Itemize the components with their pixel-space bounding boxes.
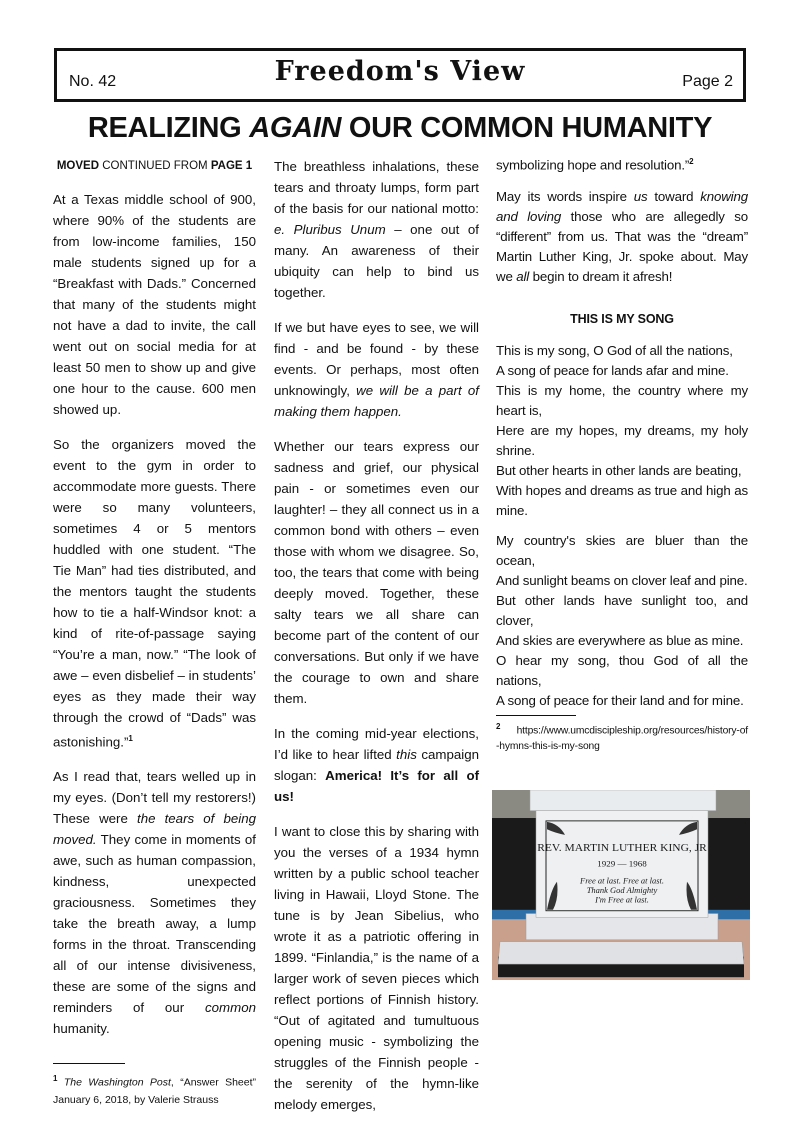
paragraph-emphasis: e. Pluribus Unum bbox=[274, 222, 386, 237]
tomb-illustration bbox=[492, 790, 750, 980]
paragraph: At a Texas middle school of 900, where 90% of the students are from low-income families, 150 male students signed up for a “Breakfast with Dads.” Concerned that many of the students might not have a dad to invite, the call went out on social media for at least 50 men to show up and give one hour to the cause. 600 men showed up. bbox=[53, 192, 256, 417]
tomb-lid bbox=[530, 790, 716, 811]
verse-line: My country's skies are bluer than the ocean, bbox=[496, 533, 748, 569]
inscription-quote-line: Thank God Almighty bbox=[586, 886, 658, 895]
verse-1 bbox=[496, 341, 748, 521]
continued-from-kicker bbox=[53, 156, 256, 177]
paragraph-text: They come in moments of awe, such as human compassion, kindness, unexpected graciousness. Sometimes they take the breath away, a lump forms in the throat. Transcending all of our intense divisiveness, these are some of the signs and reminders of our bbox=[53, 832, 256, 1016]
paragraph bbox=[274, 317, 479, 422]
footnote-divider bbox=[496, 715, 576, 716]
paragraph-emphasis: knowing and loving bbox=[496, 189, 748, 225]
paragraph: Whether our tears express our sadness and grief, our physical pain - or sometimes even our laughter! – they all connect us in a common bond with others – even those with whom we disagree. So, too, the tears that come with being deeply moved. Together, these salty tears we all share can become part of the content of our conversations. But only if we have the courage to own and share them. bbox=[274, 439, 479, 706]
column-3 bbox=[496, 152, 748, 754]
verse-line: A song of peace for their land and for mine. bbox=[496, 693, 744, 709]
paragraph-text: begin to dream it afresh! bbox=[529, 269, 673, 285]
verse-2 bbox=[496, 531, 748, 711]
newsletter-title: Freedom's View bbox=[274, 56, 526, 87]
verse-line: And sunlight beams on clover leaf and pine. bbox=[496, 573, 748, 589]
verse-line: Here are my hopes, my dreams, my holy shrine. bbox=[496, 423, 748, 459]
paragraph-text: toward bbox=[647, 189, 701, 205]
headline-part: REALIZING bbox=[87, 112, 250, 144]
issue-number: No. 42 bbox=[69, 73, 117, 90]
paragraph bbox=[496, 152, 748, 175]
paragraph-emphasis: common bbox=[205, 1000, 256, 1016]
footnote-url: https://www.umcdiscipleship.org/resources/history-of-hymns-this-is-my-song bbox=[496, 725, 748, 752]
page-number: Page 2 bbox=[682, 73, 733, 90]
footnote-1 bbox=[53, 1070, 256, 1109]
paragraph-text: – one out of many. An awareness of their ubiquity can help to bind us together. bbox=[274, 222, 479, 300]
column-1 bbox=[53, 156, 256, 1109]
verse-line: But other hearts in other lands are beating, bbox=[496, 463, 742, 479]
paragraph-text: As I read that, tears welled up in my eyes. (Don’t tell my restorers!) These were bbox=[53, 769, 256, 827]
headline-emphasis: AGAIN bbox=[249, 112, 342, 144]
footnote-number: 2 bbox=[496, 722, 501, 732]
verse-line: This is my song, O God of all the nations, bbox=[496, 343, 733, 359]
footnote-ref: 1 bbox=[128, 734, 133, 743]
paragraph-text: So the organizers moved the event to the gym in order to accommodate more guests. There were so many volunteers, sometimes 4 or 5 mentors huddled with one student. “The Tie Man” had ties distributed, and the mentors taught the students how to tie a half-Windsor knot: a kind of rite-of-passage saying “You’re a man, now.” “The look of awe – even disbelief – in students’ eyes as they made their way through the crowd of “Dads” was astonishing.” bbox=[53, 437, 256, 750]
paragraph-text: campaign slogan: bbox=[274, 747, 479, 783]
article-headline bbox=[0, 112, 800, 145]
footnote-divider bbox=[53, 1063, 125, 1064]
paragraph-text: If we but have eyes to see, we will find - and be found - by these events. Or perhaps, most often unknowingly, bbox=[274, 320, 479, 398]
paragraph-text: those who are allegedly so “different” from us. That was the “dream” Martin Luther King, Jr. spoke about. May we bbox=[496, 209, 749, 285]
paragraph-text: The breathless inhalations, these tears and throaty lumps, form part of the basis for our national motto: bbox=[274, 159, 479, 216]
paragraph bbox=[274, 156, 479, 303]
paragraph bbox=[274, 723, 479, 807]
paragraph: I want to close this by sharing with you the verses of a 1934 hymn written by a public school teacher living in Hawaii, Lloyd Stone. The tune is by Jean Sibelius, who wrote it as a patriotic offering in 1899. “Finlandia,” is the name of a larger work of seven pieces which reflect portions of Finnish history. “Out of agitated and tumultuous opening music - symbolizing the struggles of the Finnish people - the serenity of the hymn-like melody emerges, bbox=[274, 824, 479, 1112]
paragraph-emphasis: all bbox=[516, 269, 530, 285]
footnote-2 bbox=[496, 719, 748, 753]
paragraph-text: May its words inspire bbox=[496, 189, 634, 205]
paragraph-text: In the coming mid-year elections, I’d like to hear lifted bbox=[274, 726, 479, 762]
kicker-moved: MOVED bbox=[56, 160, 100, 172]
paragraph-emphasis: we will be a part of making them happen. bbox=[274, 383, 479, 419]
verse-line: A song of peace for lands afar and mine. bbox=[496, 363, 729, 379]
paragraph-emphasis: the tears of being moved. bbox=[53, 811, 256, 848]
verse-line: But other lands have sunlight too, and clover, bbox=[496, 593, 748, 629]
campaign-slogan: America! It’s for all of us! bbox=[274, 768, 479, 804]
footnote-number: 1 bbox=[53, 1074, 58, 1084]
footnote-text: , “Answer Sheet” January 6, 2018, by Valerie Strauss bbox=[53, 1076, 257, 1106]
paragraph bbox=[53, 434, 256, 752]
paragraph-emphasis: this bbox=[396, 747, 417, 762]
kicker-text: CONTINUED FROM bbox=[99, 160, 211, 172]
masthead bbox=[54, 48, 746, 102]
inscription-quote-line: Free at last. Free at last. bbox=[580, 876, 664, 886]
paragraph-text: symbolizing hope and resolution.” bbox=[496, 157, 690, 173]
kicker-page: PAGE 1 bbox=[210, 160, 253, 172]
paragraph bbox=[53, 766, 256, 1039]
song-title: THIS IS MY SONG bbox=[570, 312, 674, 327]
verse-line: O hear my song, thou God of all the nations, bbox=[496, 653, 748, 689]
verse-line: This is my home, the country where my heart is, bbox=[496, 383, 748, 419]
footnote-ref: 2 bbox=[689, 157, 694, 166]
paragraph-emphasis: us bbox=[633, 189, 648, 205]
paragraph bbox=[496, 187, 748, 287]
tomb-base bbox=[498, 942, 744, 964]
verse-line: And skies are everywhere as blue as mine. bbox=[496, 633, 744, 649]
inscription-quote-line: I'm Free at last. bbox=[595, 895, 649, 905]
paragraph-text: humanity. bbox=[53, 1021, 110, 1037]
mlk-tomb-photo bbox=[492, 790, 750, 980]
inscription-years: 1929 — 1968 bbox=[597, 859, 647, 869]
footnote-source: The Washington Post bbox=[63, 1076, 171, 1089]
verse-line: With hopes and dreams as true and high as mine. bbox=[496, 483, 748, 519]
column-2 bbox=[274, 156, 479, 1129]
inscription-name: REV. MARTIN LUTHER KING, JR bbox=[537, 842, 707, 854]
headline-part: OUR COMMON HUMANITY bbox=[341, 112, 713, 144]
